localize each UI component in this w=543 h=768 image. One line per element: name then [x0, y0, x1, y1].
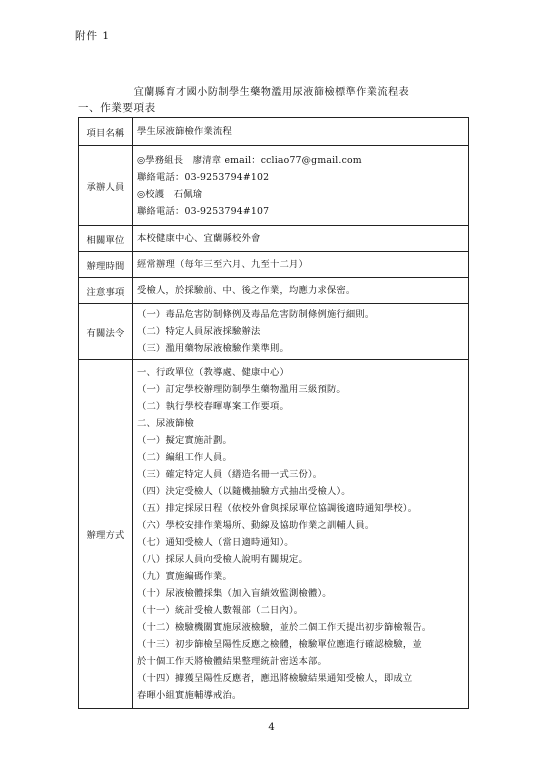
section-heading: 一、作業要項表	[78, 102, 156, 114]
row-content	[133, 226, 469, 252]
content-line: （十三）初步篩檢呈陽性反應之檢體，檢驗單位應進行確認檢驗，並	[137, 639, 422, 650]
content-line: 經常辦理（每年三至六月、九至十二月）	[137, 259, 308, 270]
row-label: 辦理方式	[79, 360, 133, 709]
row-label: 有關法令	[79, 304, 133, 360]
table-row	[79, 252, 469, 278]
content-line: 聯絡電話：03-9253794#107	[137, 205, 270, 217]
content-line: （二）執行學校春暉專案工作要項。	[137, 401, 289, 412]
content-line: （十二）檢驗機關實施尿液檢驗，並於二個工作天提出初步篩檢報告。	[137, 622, 432, 633]
content-line: （二）編組工作人員。	[137, 452, 232, 463]
content-line: 聯絡電話：03-9253794#102	[137, 171, 270, 183]
content-line: （三）濫用藥物尿液檢驗作業準則。	[137, 343, 289, 354]
content-line: （五）排定採尿日程（依校外會與採尿單位協調後適時通知學校）。	[137, 503, 418, 514]
content-line: 二、尿液篩檢	[137, 418, 194, 429]
content-line: （十四）據獲呈陽性反應者，應迅將檢驗結果通知受檢人，即成立	[137, 673, 413, 684]
table-row	[79, 226, 469, 252]
row-label: 承辦人員	[79, 146, 133, 226]
table-row	[79, 146, 469, 226]
content-line: （九）實施編碼作業。	[137, 571, 232, 582]
row-content	[133, 146, 469, 226]
content-line: （六）學校安排作業場所、動線及協助作業之訓輔人員。	[137, 520, 375, 531]
content-line: 本校健康中心、宜蘭縣校外會	[137, 233, 261, 244]
content-line: （一）擬定實施計劃。	[137, 435, 232, 446]
content-line: （四）決定受檢人（以隨機抽驗方式抽出受檢人）。	[137, 486, 351, 497]
content-line: （三）確定特定人員（繕造名冊一式三份）。	[137, 469, 323, 480]
content-line: 春暉小組實施輔導戒治。	[137, 690, 242, 701]
row-label: 項目名稱	[79, 118, 133, 146]
content-line: （一）訂定學校辦理防制學生藥物濫用三級預防。	[137, 384, 346, 395]
table-row	[79, 360, 469, 709]
attachment-label: 附件 1	[75, 30, 111, 42]
row-content	[133, 252, 469, 278]
row-content	[133, 278, 469, 304]
content-line: 一、行政單位（教導處、健康中心）	[137, 367, 289, 378]
table-row	[79, 304, 469, 360]
row-label: 相關單位	[79, 226, 133, 252]
content-line: ◎學務組長 廖清章 email：ccliao77@gmail.com	[137, 154, 362, 166]
content-line: （七）通知受檢人（當日適時通知）。	[137, 537, 294, 548]
document-title: 宜蘭縣育才國小防制學生藥物濫用尿液篩檢標準作業流程表	[133, 87, 410, 98]
table-row	[79, 278, 469, 304]
row-content	[133, 360, 469, 709]
content-line: 於十個工作天將檢體結果整理統計密送本部。	[137, 656, 327, 667]
table-row	[79, 118, 469, 146]
row-label: 注意事項	[79, 278, 133, 304]
content-line: 學生尿液篩檢作業流程	[137, 126, 232, 137]
content-line: （十）尿液檢體採集（加入盲績效監測檢體）。	[137, 588, 332, 599]
row-content	[133, 118, 469, 146]
content-line: （一）毒品危害防制條例及毒品危害防制條例施行細則。	[137, 309, 375, 320]
row-label: 辦理時間	[79, 252, 133, 278]
content-line: 受檢人，於採驗前、中、後之作業，均應力求保密。	[137, 285, 356, 296]
content-line: （十一）統計受檢人數報部（二日內）。	[137, 605, 304, 616]
content-line: （八）採尿人員向受檢人說明有關規定。	[137, 554, 308, 565]
content-line: （二）特定人員尿液採驗辦法	[137, 326, 261, 337]
content-line: ◎校護 石佩瑜	[137, 188, 203, 200]
page-number: 4	[268, 722, 275, 733]
procedure-table	[78, 117, 469, 709]
row-content	[133, 304, 469, 360]
